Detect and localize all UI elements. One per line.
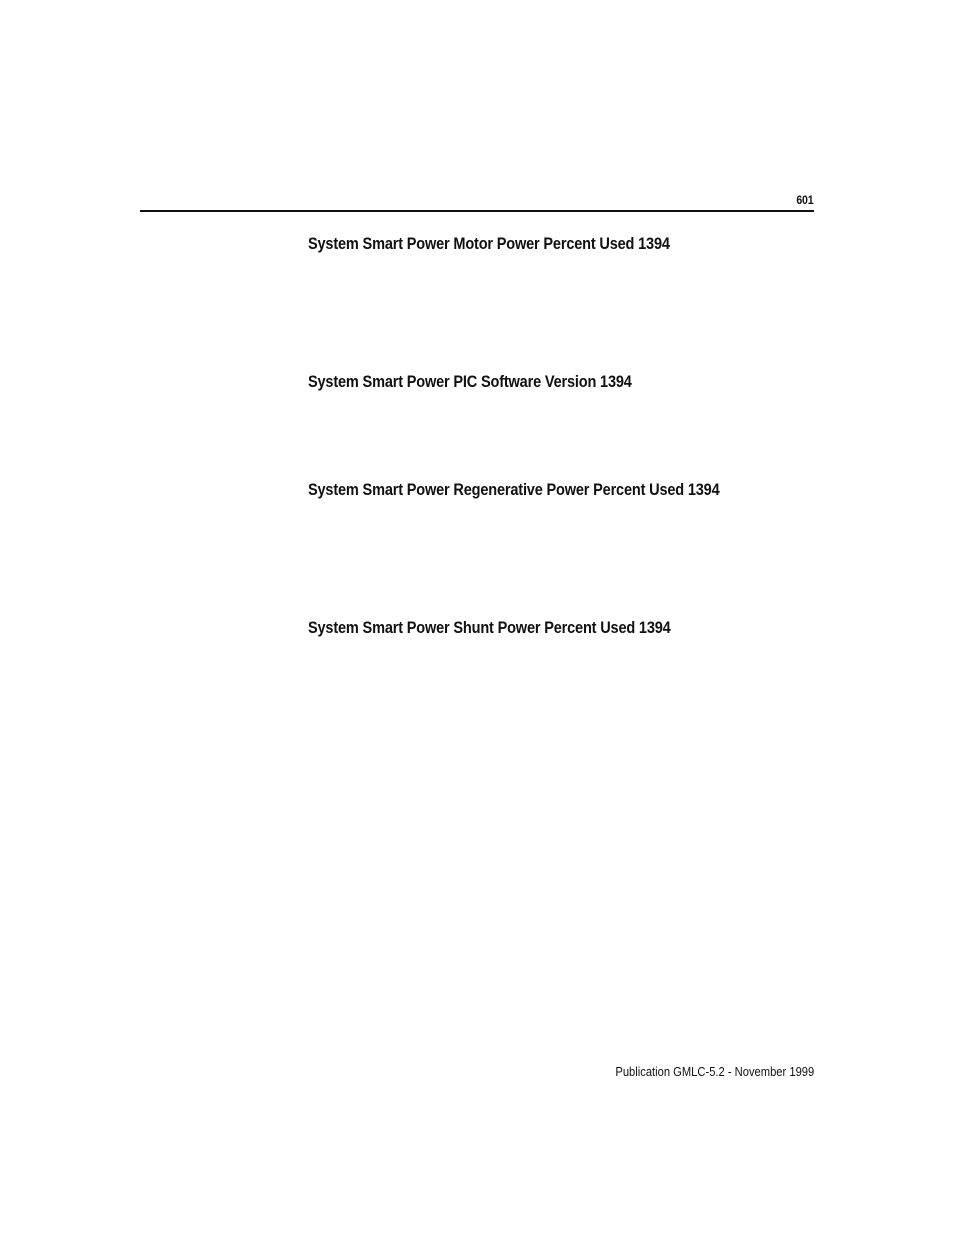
- page-number: 601: [795, 193, 813, 207]
- section-heading-motor-power: System Smart Power Motor Power Percent Used 1394: [308, 234, 670, 253]
- section-heading-shunt-power: System Smart Power Shunt Power Percent Used 1394: [308, 618, 671, 637]
- section-heading-pic-software-version: System Smart Power PIC Software Version 1394: [308, 372, 632, 391]
- header-rule: [140, 210, 814, 212]
- publication-footer: Publication GMLC-5.2 - November 1999: [615, 1064, 814, 1079]
- section-heading-regenerative-power: System Smart Power Regenerative Power Percent Used 1394: [308, 480, 720, 499]
